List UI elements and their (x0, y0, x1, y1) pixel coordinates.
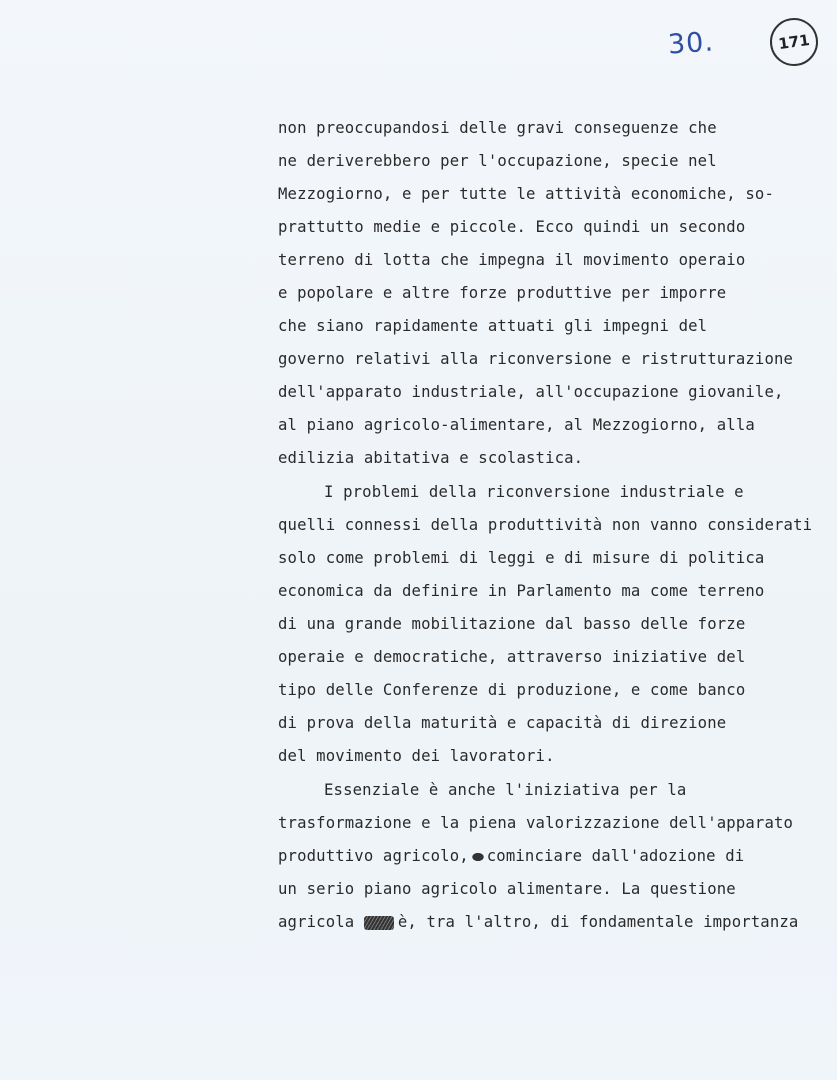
text-line: governo relativi alla riconversione e ristrutturazione (278, 350, 794, 368)
text-line: al piano agricolo-alimentare, al Mezzogiorno, alla (278, 416, 755, 434)
text-line: che siano rapidamente attuati gli impegni del (278, 317, 708, 335)
text-line: un serio piano agricolo alimentare. La questione (278, 880, 736, 898)
text-line: ne deriverebbero per l'occupazione, specie nel (278, 152, 717, 170)
text-line: trasformazione e la piena valorizzazione dell'apparato (278, 814, 794, 832)
text-line: quelli connessi della produttività non vanno considerati (278, 516, 813, 534)
text-line: di prova della maturità e capacità di direzione (278, 714, 727, 732)
text-line: Essenziale è anche l'iniziativa per la (324, 781, 687, 799)
text-line: dell'apparato industriale, all'occupazione giovanile, (278, 383, 784, 401)
text-line: del movimento dei lavoratori. (278, 747, 555, 765)
text-line: di una grande mobilitazione dal basso delle forze (278, 615, 746, 633)
text-segment: cominciare dall'adozione di (486, 847, 745, 865)
text-line: Mezzogiorno, e per tutte le attività economiche, so- (278, 185, 774, 203)
text-line: solo come problemi di leggi e di misure di politica (278, 549, 765, 567)
text-line: non preoccupandosi delle gravi conseguenze che (278, 119, 717, 137)
circled-stamp-number: 171 (767, 15, 821, 69)
handwritten-correction-mark (471, 852, 485, 862)
text-segment: agricola (278, 913, 355, 931)
crossed-out-word-mark (364, 916, 394, 930)
text-line (278, 846, 744, 866)
text-line (278, 912, 798, 932)
handwritten-page-number: 30. (666, 26, 715, 61)
text-line: tipo delle Conferenze di produzione, e come banco (278, 681, 746, 699)
text-line: economica da definire in Parlamento ma come terreno (278, 582, 765, 600)
text-line: prattutto medie e piccole. Ecco quindi un secondo (278, 218, 746, 236)
text-segment: è, tra l'altro, di fondamentale importanza (397, 913, 799, 931)
text-line: I problemi della riconversione industriale e (324, 483, 744, 501)
text-line: e popolare e altre forze produttive per imporre (278, 284, 727, 302)
text-line: edilizia abitativa e scolastica. (278, 449, 584, 467)
text-line: terreno di lotta che impegna il movimento operaio (278, 251, 746, 269)
text-line: operaie e democratiche, attraverso iniziative del (278, 648, 746, 666)
text-segment: produttivo agricolo, (278, 847, 469, 865)
